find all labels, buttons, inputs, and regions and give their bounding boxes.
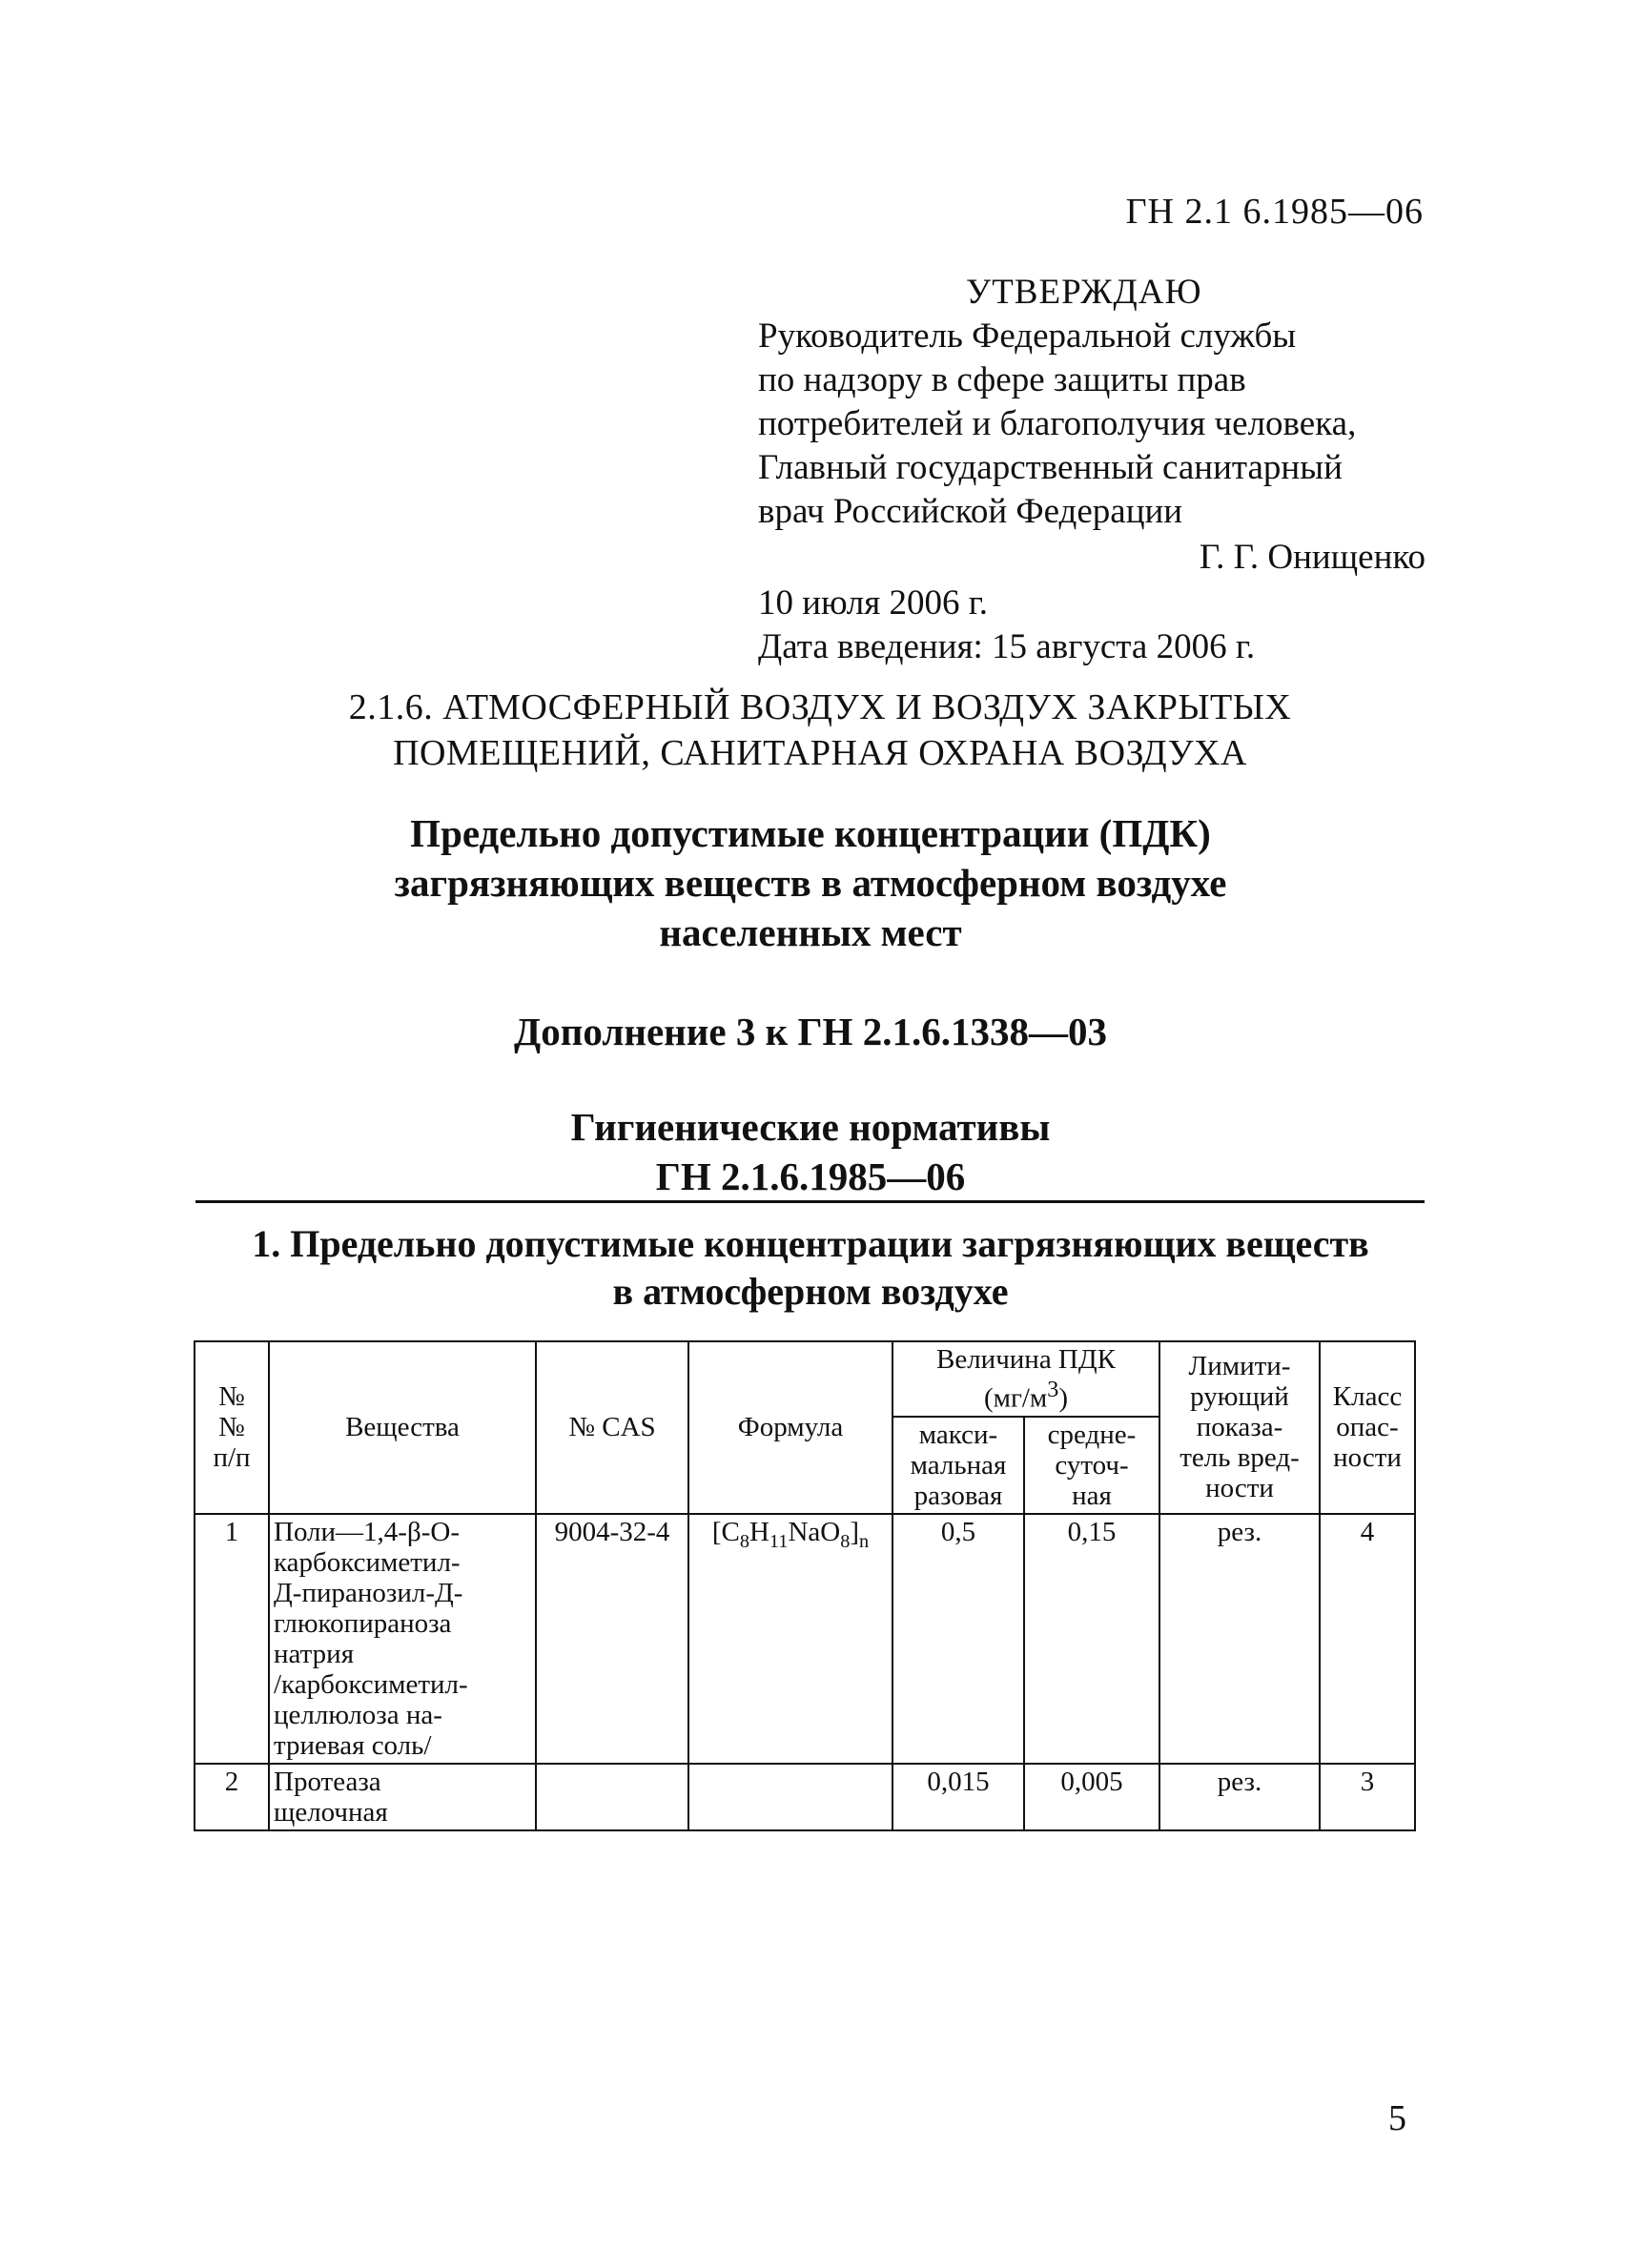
table-title-line: 1. Предельно допустимые концентрации загрязняющих веществ xyxy=(252,1222,1369,1265)
approval-line: потребителей и благополучия человека, xyxy=(758,404,1357,443)
cell-hazard: 4 xyxy=(1320,1514,1415,1764)
col-header-limiting: Лимити- рующий показа- тель вред- ности xyxy=(1159,1341,1320,1514)
formula-part: NaO xyxy=(788,1516,841,1547)
cell-hazard: 3 xyxy=(1320,1764,1415,1830)
formula-subscript: 11 xyxy=(769,1530,789,1552)
pdk-group-label: Величина ПДК xyxy=(935,1344,1117,1375)
cell-limiting: рез. xyxy=(1159,1764,1320,1830)
formula-part: H xyxy=(749,1516,769,1547)
cell-num: 2 xyxy=(195,1764,269,1830)
horizontal-rule xyxy=(195,1200,1425,1203)
pdk-unit-label xyxy=(897,1375,1155,1414)
pdk-unit-exponent: 3 xyxy=(1047,1377,1059,1402)
document-code: ГН 2.1 6.1985—06 xyxy=(1125,192,1424,232)
main-title-line: загрязняющих веществ в атмосферном воздухе xyxy=(394,861,1227,905)
pdk-unit-close: ) xyxy=(1058,1382,1069,1414)
main-title-line: населенных мест xyxy=(659,910,962,954)
table-row xyxy=(195,1514,1415,1764)
pdk-unit-base: (мг/м xyxy=(983,1382,1048,1414)
section-heading-line: 2.1.6. АТМОСФЕРНЫЙ ВОЗДУХ И ВОЗДУХ ЗАКРЫТЫХ xyxy=(348,687,1292,727)
formula-subscript: n xyxy=(859,1530,870,1552)
cell-formula xyxy=(688,1514,892,1764)
table-title-line: в атмосферном воздухе xyxy=(612,1270,1009,1313)
cell-max: 0,015 xyxy=(892,1764,1024,1830)
effective-date: Дата введения: 15 августа 2006 г. xyxy=(758,627,1256,666)
cell-daily: 0,005 xyxy=(1024,1764,1159,1830)
col-header-cas: № CAS xyxy=(536,1341,688,1514)
col-header-max: макси- мальная разовая xyxy=(892,1417,1024,1514)
approval-signer: Г. Г. Онищенко xyxy=(1199,538,1426,577)
main-title-line: Предельно допустимые концентрации (ПДК) xyxy=(410,811,1211,855)
cell-cas xyxy=(536,1764,688,1830)
cell-cas: 9004-32-4 xyxy=(536,1514,688,1764)
cell-daily: 0,15 xyxy=(1024,1514,1159,1764)
approval-block xyxy=(758,271,1426,669)
section-heading xyxy=(162,684,1478,776)
cell-limiting: рез. xyxy=(1159,1514,1320,1764)
approval-date: 10 июля 2006 г. xyxy=(758,583,989,623)
formula-part: ] xyxy=(850,1516,860,1547)
col-header-substance: Вещества xyxy=(269,1341,536,1514)
norms-title-line: ГН 2.1.6.1985—06 xyxy=(655,1154,966,1198)
pdk-table xyxy=(194,1340,1416,1831)
approval-line: по надзору в сфере защиты прав xyxy=(758,360,1246,399)
approval-line: врач Российской Федерации xyxy=(758,492,1183,531)
cell-substance: Поли—1,4-β-О- карбоксиметил- Д-пиранозил-Д- глюкопираноза натрия /карбоксиметил- целлюлоза на- триевая соль/ xyxy=(269,1514,536,1764)
norms-title xyxy=(143,1102,1478,1201)
cell-formula xyxy=(688,1764,892,1830)
formula-subscript: 8 xyxy=(739,1530,749,1552)
col-header-daily: средне- суточ- ная xyxy=(1024,1417,1159,1514)
cell-substance: Протеаза щелочная xyxy=(269,1764,536,1830)
col-header-hazard: Класс опас- ности xyxy=(1320,1341,1415,1514)
table-header-row xyxy=(195,1341,1415,1417)
formula-subscript: 8 xyxy=(840,1530,851,1552)
table-row xyxy=(195,1764,1415,1830)
approval-line: Главный государственный санитарный xyxy=(758,448,1343,487)
approval-heading: УТВЕРЖДАЮ xyxy=(966,273,1202,312)
cell-num: 1 xyxy=(195,1514,269,1764)
main-title xyxy=(143,808,1478,957)
col-header-num: № № п/п xyxy=(195,1341,269,1514)
formula-part: [C xyxy=(711,1516,740,1547)
page-number: 5 xyxy=(1388,2098,1406,2138)
norms-title-line: Гигиенические нормативы xyxy=(570,1105,1051,1149)
table-title xyxy=(181,1220,1440,1316)
supplement-title: Дополнение 3 к ГН 2.1.6.1338—03 xyxy=(514,1010,1107,1053)
section-heading-line: ПОМЕЩЕНИЙ, САНИТАРНАЯ ОХРАНА ВОЗДУХА xyxy=(393,733,1247,773)
col-header-formula: Формула xyxy=(688,1341,892,1514)
col-header-pdk-group xyxy=(892,1341,1159,1417)
cell-max: 0,5 xyxy=(892,1514,1024,1764)
approval-line: Руководитель Федеральной службы xyxy=(758,317,1297,356)
